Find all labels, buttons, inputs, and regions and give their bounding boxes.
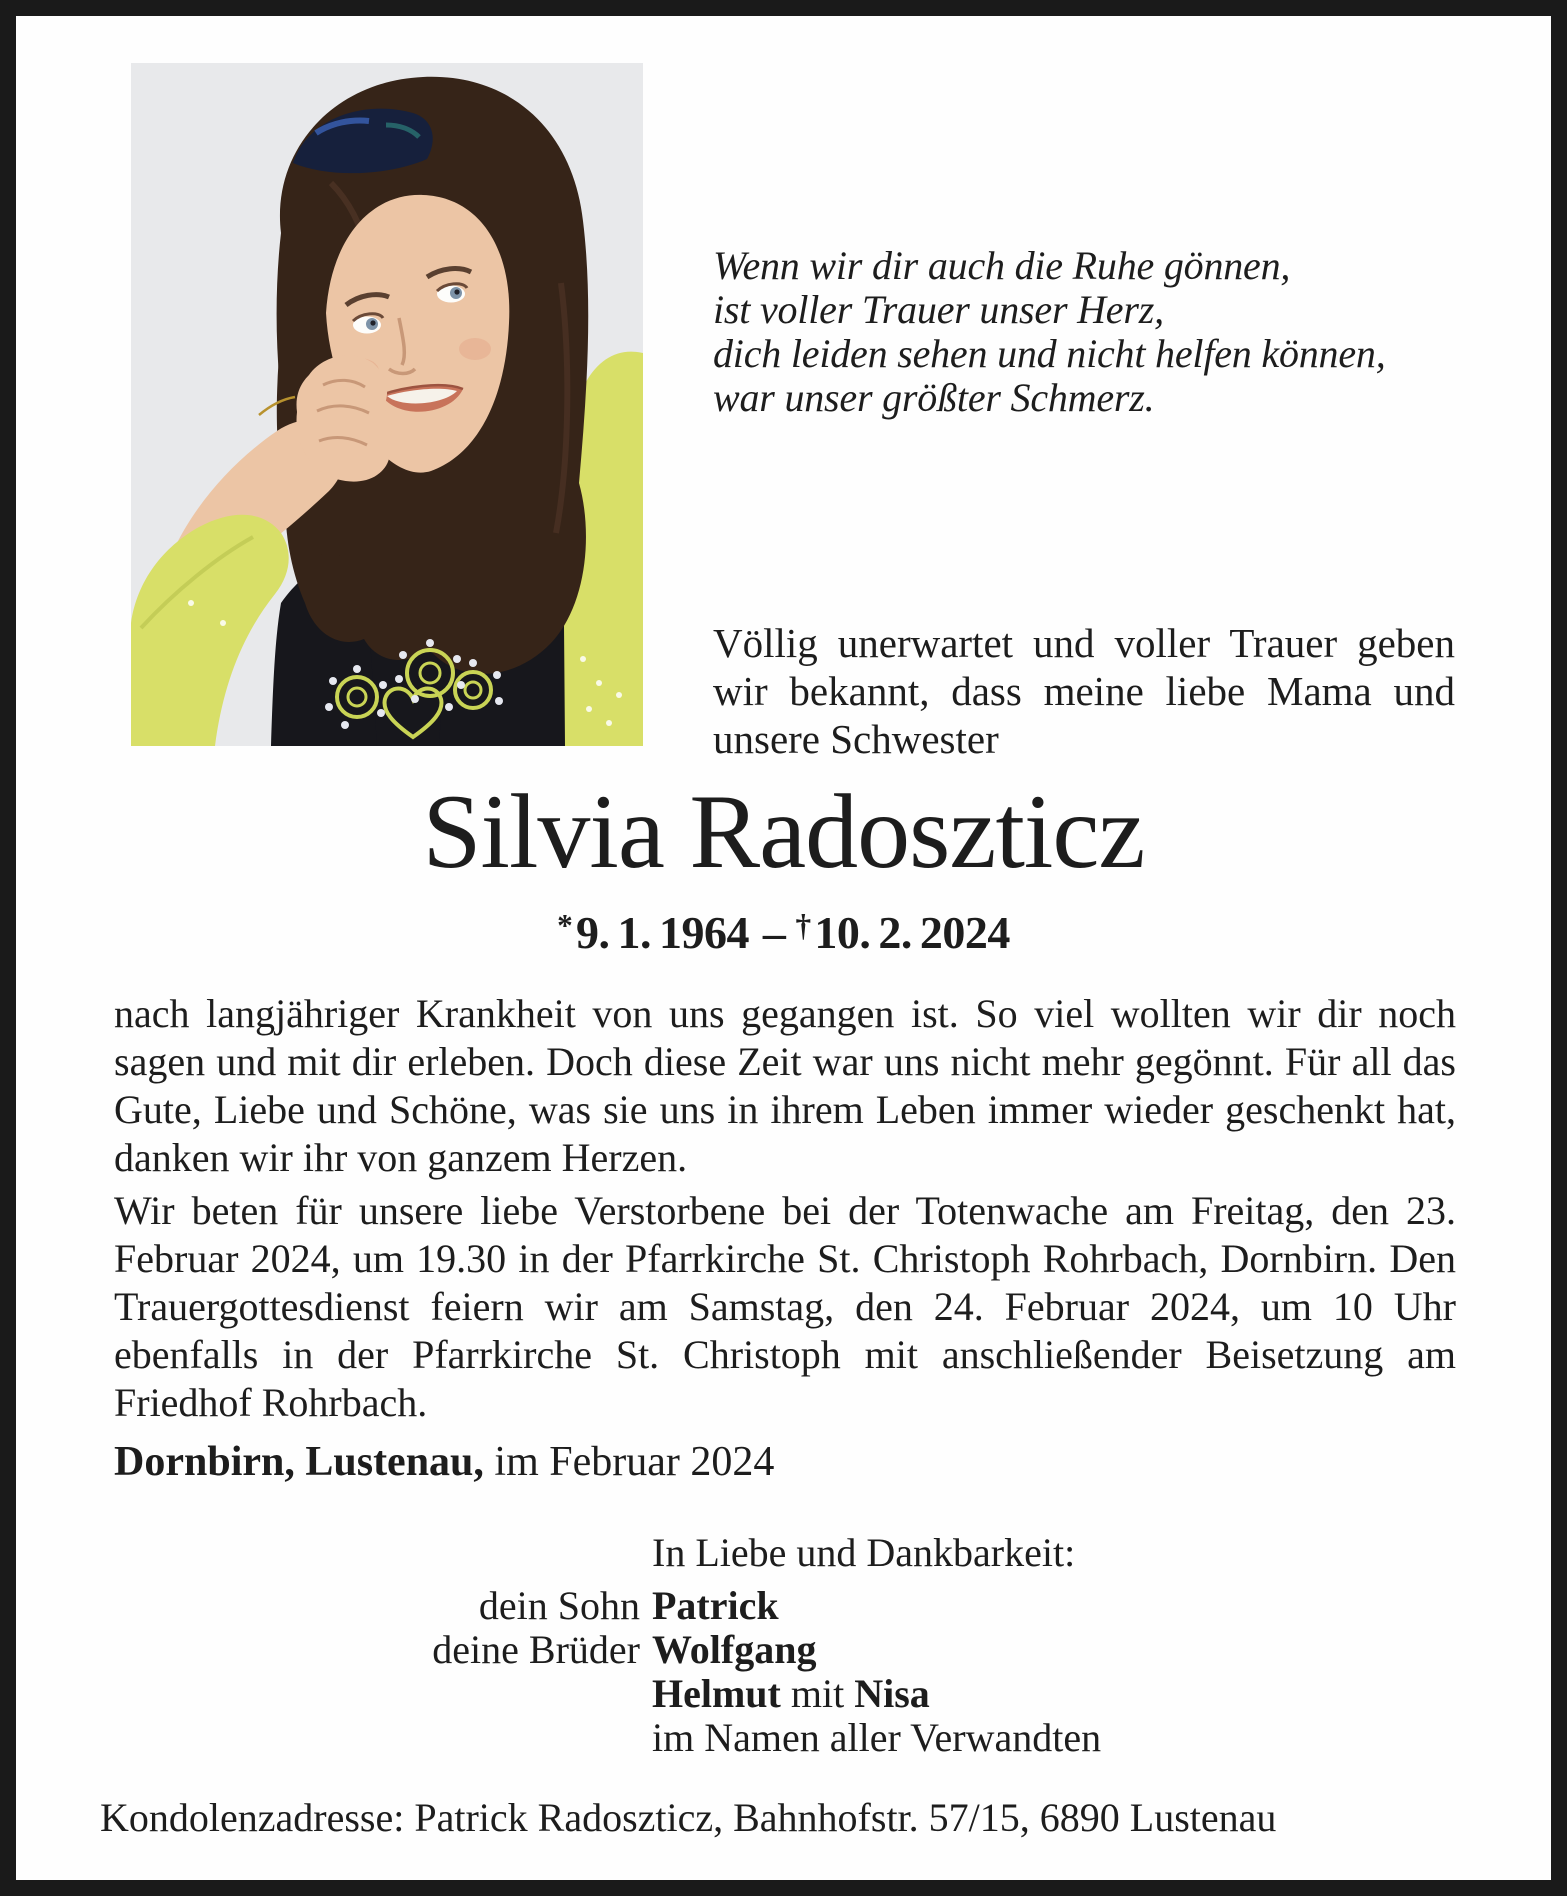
mourner-names xyxy=(652,1716,1101,1760)
portrait-photo-illustration xyxy=(131,63,643,746)
dateline xyxy=(114,1437,1456,1487)
mourner-name: Nisa xyxy=(854,1671,930,1716)
mourner-label: deine Brüder xyxy=(432,1627,640,1672)
portrait-photo xyxy=(131,63,643,746)
condolence-address: Kondolenzadresse: Patrick Radoszticz, Bahnhofstr. 57/15, 6890 Lustenau xyxy=(100,1795,1277,1840)
mourner-row xyxy=(16,1716,1551,1760)
poem-line: war unser größter Schmerz. xyxy=(713,375,1155,420)
mourner-label xyxy=(16,1716,640,1760)
closing-heading: In Liebe und Dankbarkeit: xyxy=(652,1530,1076,1575)
dateline-date: im Februar 2024 xyxy=(494,1439,775,1485)
memorial-poem xyxy=(713,244,1473,420)
deceased-name: Silvia Radoszticz xyxy=(422,773,1145,890)
closing-block xyxy=(16,1529,1551,1760)
mourner-name-connector: mit xyxy=(780,1671,855,1716)
mourner-row xyxy=(16,1672,1551,1716)
mourner-label xyxy=(16,1672,640,1716)
death-date: 10. 2. 2024 xyxy=(814,907,1010,958)
mourner-names xyxy=(652,1672,930,1716)
death-cross-icon: † xyxy=(795,908,811,944)
dates-separator: – xyxy=(762,907,786,958)
poem-line: Wenn wir dir auch die Ruhe gönnen, xyxy=(713,243,1291,288)
mourner-row xyxy=(16,1628,1551,1672)
birth-date: 9. 1. 1964 xyxy=(576,907,750,958)
poem-line: dich leiden sehen und nicht helfen können, xyxy=(713,331,1386,376)
mourner-names xyxy=(652,1628,816,1672)
birth-star-icon: * xyxy=(557,908,573,944)
announcement-text: Völlig unerwartet und voller Trauer geben wir bekannt, dass meine liebe Mama und unsere Schwester xyxy=(713,620,1455,762)
mourner-label: dein Sohn xyxy=(478,1583,640,1628)
mourner-note: im Namen aller Verwandten xyxy=(652,1715,1102,1760)
mourner-names xyxy=(652,1584,779,1628)
body-text-block xyxy=(114,990,1456,1487)
poem-line: ist voller Trauer unser Herz, xyxy=(713,287,1164,332)
mourner-name: Helmut xyxy=(652,1671,781,1716)
body-paragraph-1: nach langjähriger Krankheit von uns gegangen ist. So viel wollten wir dir noch sagen und mit dir erleben. Doch diese Zeit war uns nicht mehr gegönnt. Für all das Gute, Liebe und Schöne, was sie uns in ihrem Leben immer wieder geschenkt hat, danken wir ihr von ganzem Herzen. xyxy=(114,991,1456,1180)
life-dates xyxy=(16,905,1551,960)
mourner-name: Patrick xyxy=(652,1583,779,1628)
dateline-places: Dornbirn, Lustenau, xyxy=(114,1439,484,1485)
body-paragraph-2: Wir beten für unsere liebe Verstorbene bei der Totenwache am Freitag, den 23. Februar 2024, um 19.30 in der Pfarrkirche St. Christoph Rohrbach, Dornbirn. Den Trauergottesdienst feiern wir am Samstag, den 24. Februar 2024, um 10 Uhr ebenfalls in der Pfarrkirche St. Christoph mit anschließender Beisetzung am Friedhof Rohrbach. xyxy=(114,1188,1456,1425)
mourner-row xyxy=(16,1584,1551,1628)
mourner-name: Wolfgang xyxy=(652,1627,817,1672)
mourner-list xyxy=(16,1584,1551,1760)
